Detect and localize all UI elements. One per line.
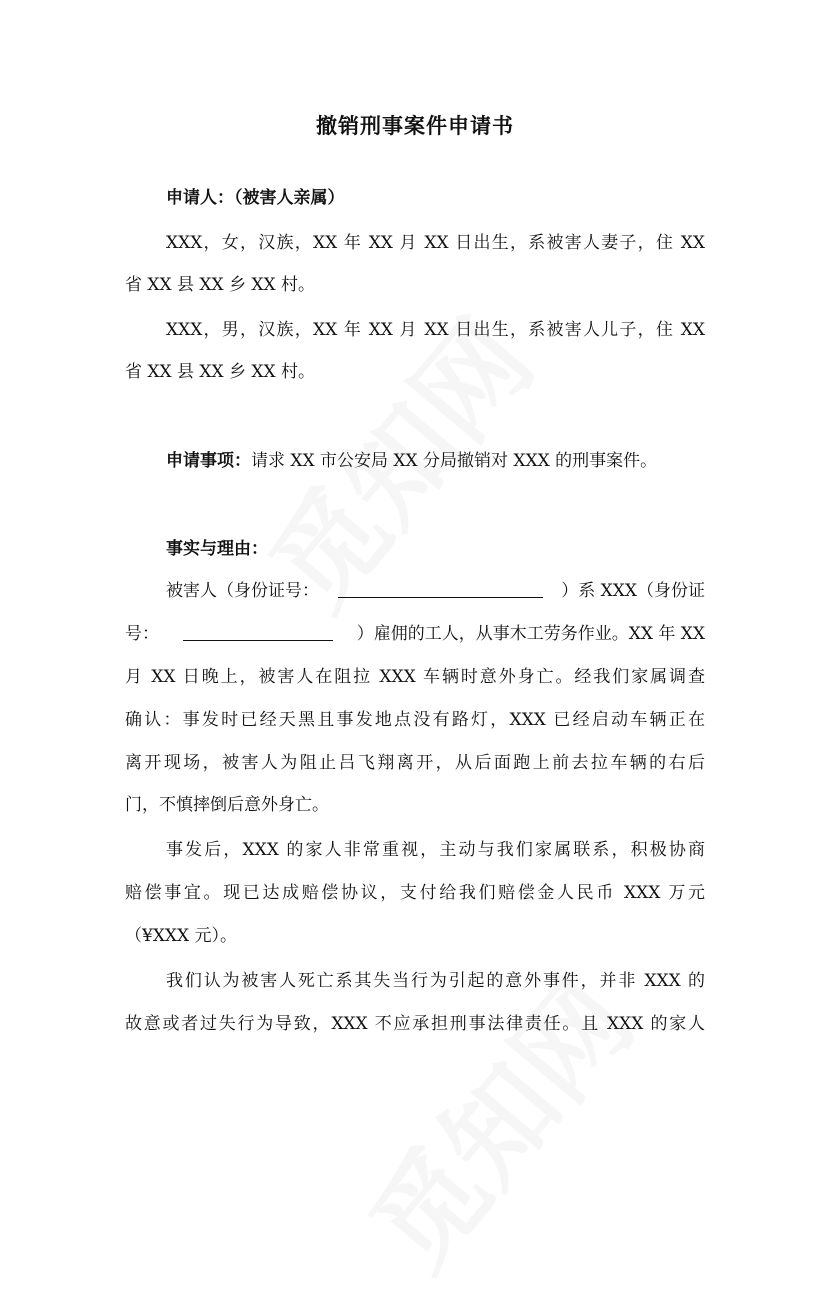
applicant-1-line: 省 XX 县 XX 乡 XX 村。 — [125, 275, 316, 295]
applicant-heading: 申请人：（被害人亲属） — [166, 188, 345, 208]
facts-line: 确认：事发时已经天黑且事发地点没有路灯，XXX 已经启动车辆正在 — [125, 710, 705, 730]
id-number-blank[interactable] — [183, 622, 333, 641]
facts-line: 我们认为被害人死亡系其失当行为引起的意外事件，并非 XXX 的 — [166, 971, 705, 991]
facts-line: 月 XX 日晚上，被害人在阻拉 XXX 车辆时意外身亡。经我们家属调查 — [125, 667, 705, 687]
facts-line: 离开现场，被害人为阻止吕飞翔离开，从后面跑上前去拉车辆的右后 — [125, 753, 705, 773]
facts-text: 号： — [125, 624, 159, 644]
facts-line: 事发后，XXX 的家人非常重视，主动与我们家属联系，积极协商 — [166, 840, 705, 860]
applicant-2-line: 省 XX 县 XX 乡 XX 村。 — [125, 362, 316, 382]
facts-line: （¥XXX 元）。 — [125, 926, 238, 946]
document-title: 撤销刑事案件申请书 — [316, 113, 514, 138]
facts-text: ）系 XXX（身份证 — [561, 581, 705, 601]
request-text: 请求 XX 市公安局 XX 分局撤销对 XXX 的刑事案件。 — [251, 451, 658, 471]
request-line — [166, 449, 705, 473]
applicant-1-line: XXX，女，汉族，XX 年 XX 月 XX 日出生，系被害人妻子，住 XX — [166, 233, 705, 253]
request-label: 申请事项： — [166, 451, 251, 471]
facts-line: 赔偿事宜。现已达成赔偿协议，支付给我们赔偿金人民币 XXX 万元 — [125, 883, 705, 903]
facts-line: 故意或者过失行为导致，XXX 不应承担刑事法律责任。且 XXX 的家人 — [125, 1014, 705, 1034]
facts-line: 门，不慎摔倒后意外身亡。 — [125, 795, 329, 815]
facts-line — [125, 622, 705, 646]
facts-text: ）雇佣的工人，从事木工劳务作业。XX 年 XX — [356, 624, 705, 644]
id-number-blank[interactable] — [338, 579, 543, 598]
watermark — [328, 942, 661, 1296]
facts-heading: 事实与理由： — [166, 539, 268, 559]
facts-text: 被害人（身份证号： — [166, 581, 319, 601]
applicant-2-line: XXX，男，汉族，XX 年 XX 月 XX 日出生，系被害人儿子，住 XX — [166, 320, 705, 340]
facts-line — [166, 579, 705, 603]
